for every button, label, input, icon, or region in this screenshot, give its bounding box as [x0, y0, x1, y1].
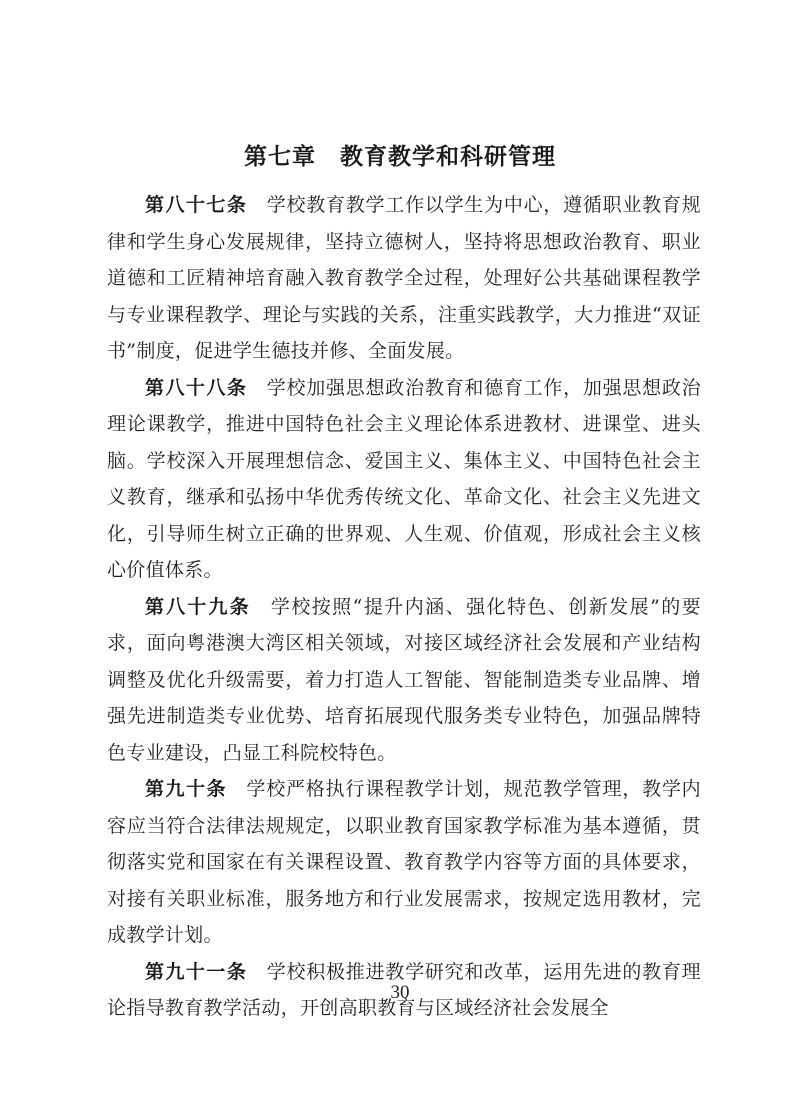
- article-90: [107, 771, 701, 954]
- chapter-title: 第七章 教育教学和科研管理: [244, 144, 556, 170]
- document-body: [107, 187, 701, 1027]
- article-88: [107, 370, 701, 589]
- article-number: 第八十七条: [145, 194, 248, 216]
- article-text: 学校教育教学工作以学生为中心，遵循职业教育规律和学生身心发展规律，坚持立德树人，坚持将思想政治教育、职业道德和工匠精神培育融入教育教学全过程，处理好公共基础课程教学与专业课程教学、理论与实践的关系，注重实践教学，大力推进“双证书”制度，促进学生德技并修、全面发展。: [107, 194, 701, 362]
- page-number: 30: [390, 982, 410, 1003]
- article-number: 第九十一条: [145, 960, 248, 983]
- article-text: 学校加强思想政治教育和德育工作，加强思想政治理论课教学，推进中国特色社会主义理论体系进教材、进课堂、进头脑。学校深入开展理想信念、爱国主义、集体主义、中国特色社会主义教育，继承和弘扬中华优秀传统文化、革命文化、社会主义先进文化，引导师生树立正确的世界观、人生观、价值观，形成社会主义核心价值体系。: [107, 376, 701, 581]
- article-89: [107, 589, 701, 772]
- article-87: [107, 187, 701, 370]
- article-number: 第九十条: [145, 778, 227, 800]
- article-text: 学校积极推进教学研究和改革，运用先进的教育理论指导教育教学活动，开创高职教育与区域经济社会发展全: [107, 960, 701, 1019]
- article-text: 学校严格执行课程教学计划，规范教学管理，教学内容应当符合法律法规规定，以职业教育国家教学标准为基本遵循，贯彻落实党和国家在有关课程设置、教育教学内容等方面的具体要求，对接有关职业标准，服务地方和行业发展需求，按规定选用教材，完成教学计划。: [107, 778, 701, 946]
- article-number: 第八十九条: [145, 595, 251, 618]
- article-number: 第八十八条: [145, 376, 248, 399]
- article-text: 学校按照“提升内涵、强化特色、创新发展”的要求，面向粤港澳大湾区相关领域，对接区域经济社会发展和产业结构调整及优化升级需要，着力打造人工智能、智能制造类专业品牌、增强先进制造类专业优势、培育拓展现代服务类专业特色，加强品牌特色专业建设，凸显工科院校特色。: [107, 595, 701, 764]
